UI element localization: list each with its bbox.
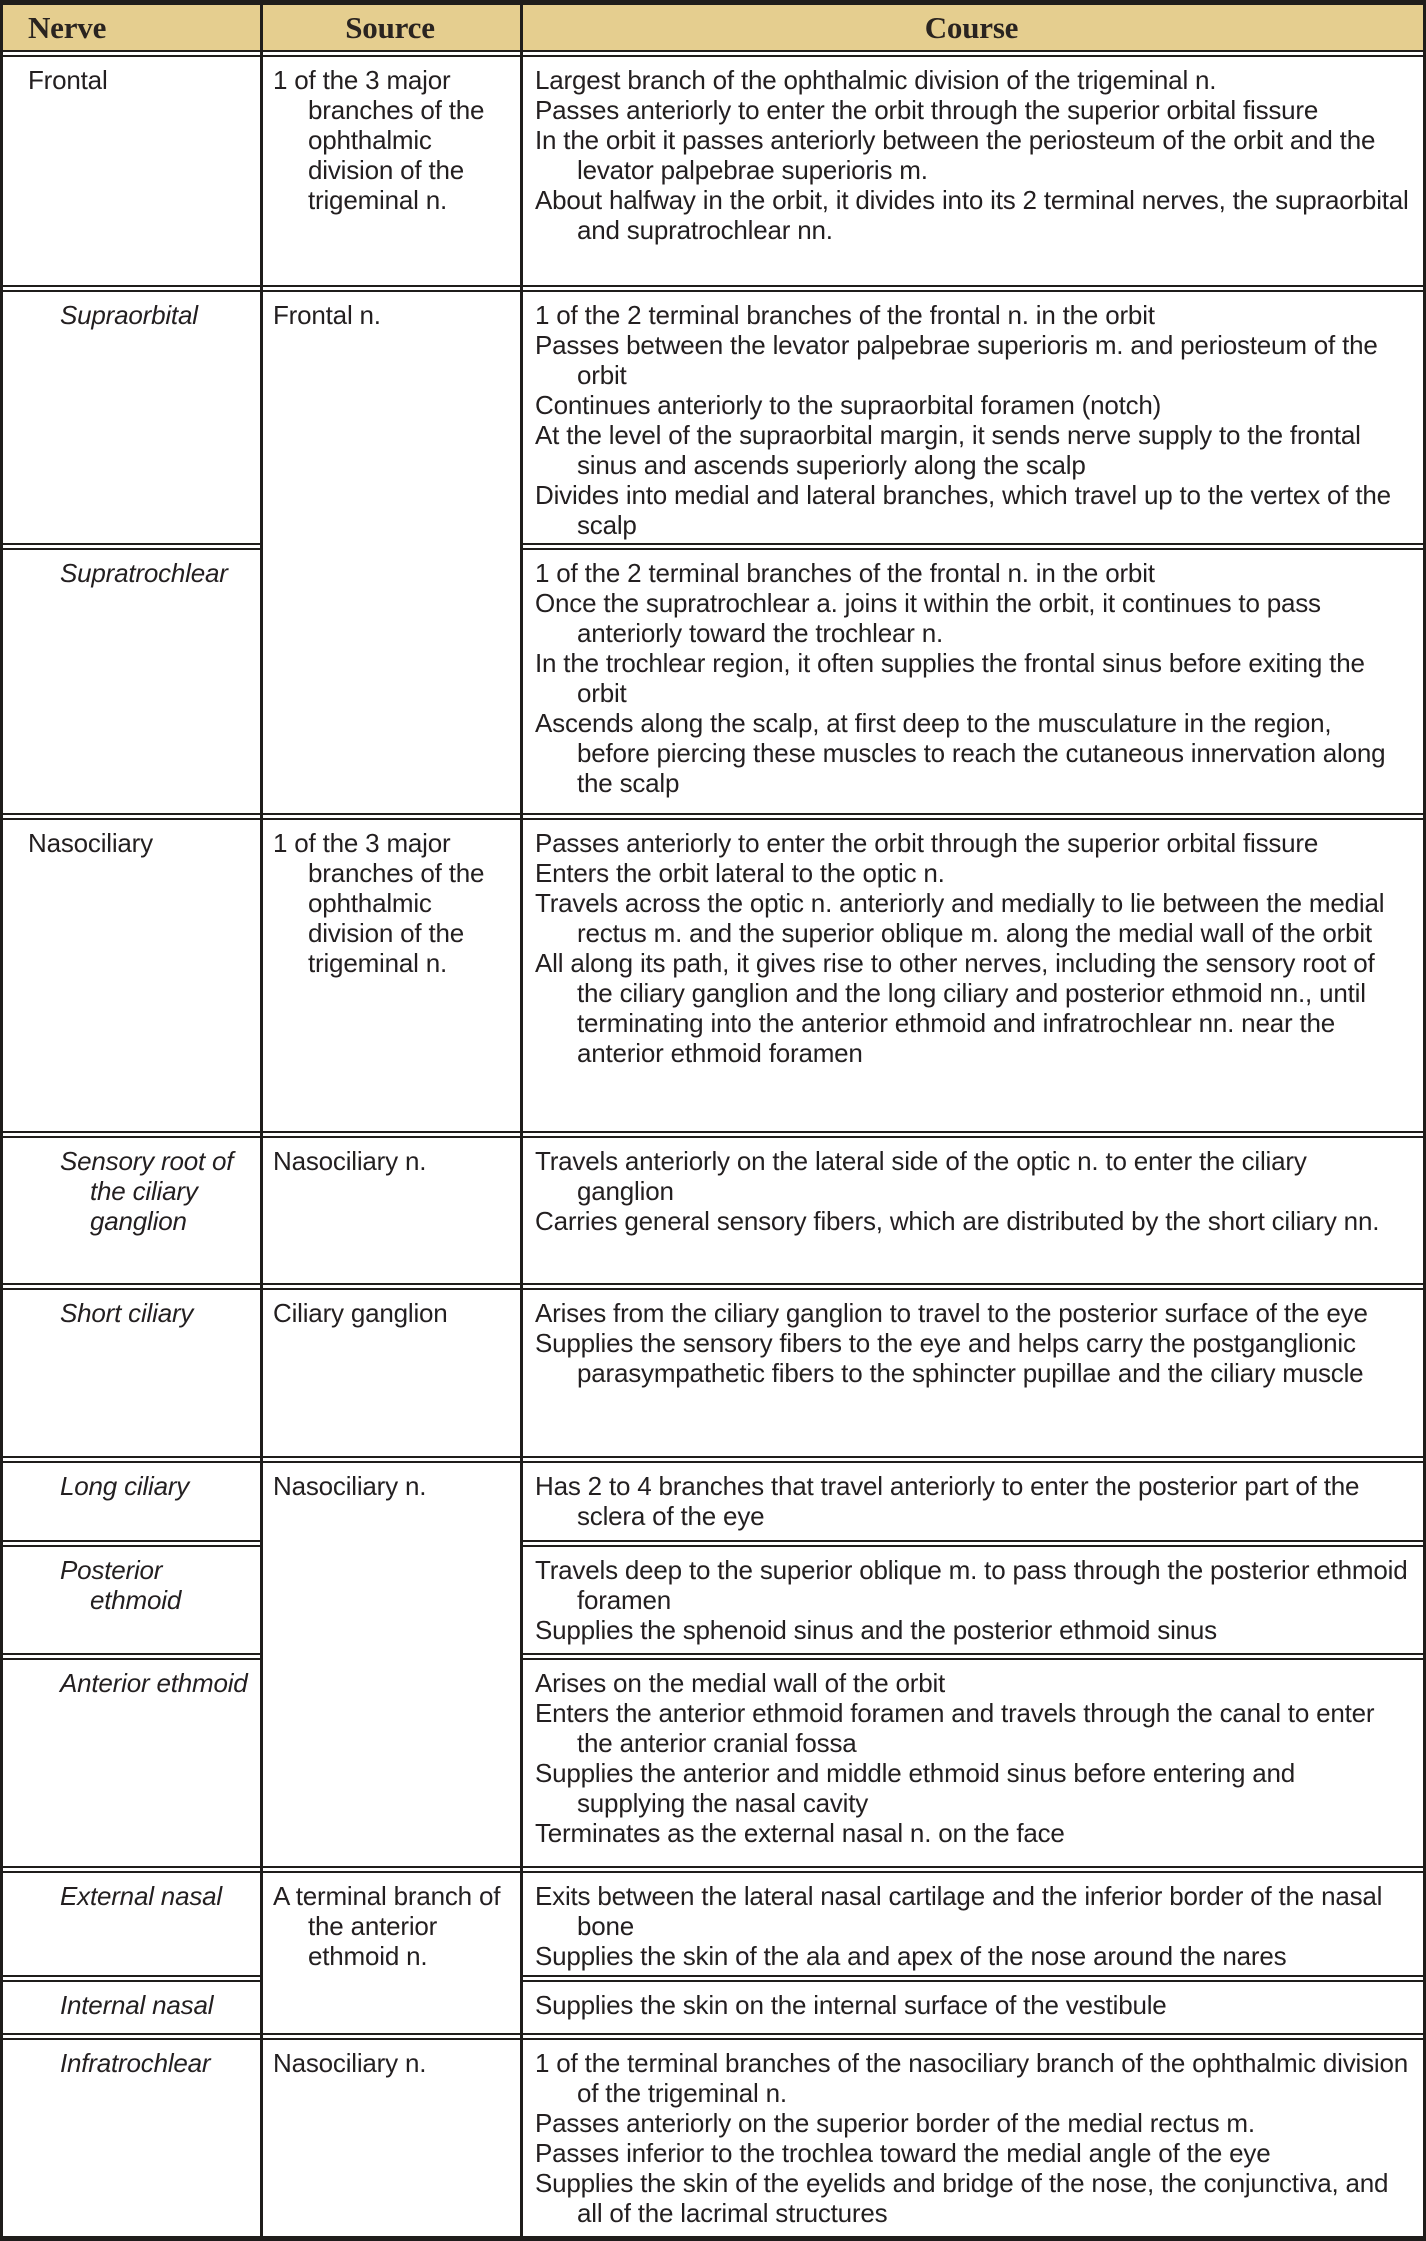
course-item: Carries general sensory fibers, which are distributed by the short ciliary nn. [535, 1206, 1380, 1236]
source-cell [260, 1461, 520, 1868]
course-item: 1 of the terminal branches of the nasociliary branch of the ophthalmic division of the trigeminal n. [535, 2048, 1409, 2108]
course-item: Passes anteriorly on the superior border of the medial rectus m. [535, 2108, 1255, 2138]
source-cell [260, 1288, 520, 1458]
course-item: About halfway in the orbit, it divides into its 2 terminal nerves, the supraorbital and supratrochlear nn. [535, 185, 1409, 245]
column-header-nerve: Nerve [3, 3, 260, 52]
source-text: Ciliary ganglion [273, 1298, 448, 1328]
course-item: Supplies the skin of the eyelids and bridge of the nose, the conjunctiva, and all of the lacrimal structures [535, 2168, 1389, 2228]
source-text: Nasociliary n. [273, 1146, 427, 1176]
source-text: Nasociliary n. [273, 2048, 427, 2078]
course-item: Once the supratrochlear a. joins it within the orbit, it continues to pass anteriorly toward the trochlear n. [535, 588, 1321, 648]
source-text: Nasociliary n. [273, 1471, 427, 1501]
column-header-source: Source [260, 3, 520, 52]
nerve-cell-supraorbital [3, 290, 260, 545]
course-cell [520, 1871, 1423, 1977]
table-grid [3, 3, 1423, 2238]
nerve-name: Sensory root of the ciliary ganglion [60, 1146, 234, 1236]
course-item: Supplies the sphenoid sinus and the posterior ethmoid sinus [535, 1615, 1217, 1645]
nerve-cell-short-ciliary [3, 1288, 260, 1458]
course-cell [520, 1136, 1423, 1285]
course-cell [520, 1461, 1423, 1542]
course-item: Arises from the ciliary ganglion to travel to the posterior surface of the eye [535, 1298, 1368, 1328]
nerve-cell-infratrochlear [3, 2038, 260, 2238]
course-item: All along its path, it gives rise to other nerves, including the sensory root of the ciliary ganglion and the long ciliary and posterior ethmoid nn., until terminating into the anterior ethmoid and infratrochlear nn. near the anterior ethmoid foramen [535, 948, 1375, 1068]
nerve-name: Anterior ethmoid [60, 1668, 248, 1698]
nerve-cell-posterior-ethmoid [3, 1545, 260, 1655]
course-cell [520, 290, 1423, 545]
nerve-name: External nasal [60, 1881, 222, 1911]
nerve-name: Long ciliary [60, 1471, 190, 1501]
course-item: Divides into medial and lateral branches, which travel up to the vertex of the scalp [535, 480, 1391, 540]
course-item: Passes inferior to the trochlea toward the medial angle of the eye [535, 2138, 1271, 2168]
course-item: Has 2 to 4 branches that travel anteriorly to enter the posterior part of the sclera of the eye [535, 1471, 1360, 1531]
source-text: 1 of the 3 major branches of the ophthalmic division of the trigeminal n. [273, 828, 485, 978]
source-cell [260, 1871, 520, 2035]
nerve-name: Infratrochlear [60, 2048, 211, 2078]
nerve-cell-external-nasal [3, 1871, 260, 1977]
nerve-cell-sensory-root [3, 1136, 260, 1285]
course-cell [520, 818, 1423, 1133]
course-item: Continues anteriorly to the supraorbital foramen (notch) [535, 390, 1162, 420]
course-cell [520, 1545, 1423, 1655]
course-cell [520, 2038, 1423, 2238]
course-item: Passes anteriorly to enter the orbit through the superior orbital fissure [535, 828, 1319, 858]
course-item: Supplies the anterior and middle ethmoid sinus before entering and supplying the nasal cavity [535, 1758, 1296, 1818]
source-cell [260, 2038, 520, 2238]
source-cell [260, 1136, 520, 1285]
course-item: Exits between the lateral nasal cartilage and the inferior border of the nasal bone [535, 1881, 1383, 1941]
course-item: Supplies the sensory fibers to the eye and helps carry the postganglionic parasympathetic fibers to the sphincter pupillae and the ciliary muscle [535, 1328, 1364, 1388]
course-item: Ascends along the scalp, at first deep to the musculature in the region, before piercing these muscles to reach the cutaneous innervation along the scalp [535, 708, 1386, 798]
course-item: Enters the orbit lateral to the optic n. [535, 858, 945, 888]
nerve-name: Short ciliary [60, 1298, 194, 1328]
course-item: At the level of the supraorbital margin, it sends nerve supply to the frontal sinus and ascends superiorly along the scalp [535, 420, 1361, 480]
course-item: Supplies the skin of the ala and apex of the nose around the nares [535, 1941, 1287, 1971]
source-text: A terminal branch of the anterior ethmoid n. [273, 1881, 501, 1971]
course-item: In the orbit it passes anteriorly between the periosteum of the orbit and the levator palpebrae superioris m. [535, 125, 1376, 185]
nerve-name: Posterior ethmoid [60, 1555, 182, 1615]
course-item: 1 of the 2 terminal branches of the frontal n. in the orbit [535, 300, 1155, 330]
source-cell [260, 818, 520, 1133]
nerve-cell-anterior-ethmoid [3, 1658, 260, 1868]
course-item: Terminates as the external nasal n. on the face [535, 1818, 1065, 1848]
course-item: Passes anteriorly to enter the orbit through the superior orbital fissure [535, 95, 1319, 125]
nerve-cell-supratrochlear [3, 548, 260, 815]
nerve-cell-internal-nasal [3, 1980, 260, 2035]
course-item: Travels anteriorly on the lateral side of the optic n. to enter the ciliary ganglion [535, 1146, 1307, 1206]
nerve-name: Supratrochlear [60, 558, 228, 588]
course-item: 1 of the 2 terminal branches of the frontal n. in the orbit [535, 558, 1155, 588]
course-item: Travels deep to the superior oblique m. to pass through the posterior ethmoid foramen [535, 1555, 1408, 1615]
nerve-name: Frontal [28, 65, 108, 95]
source-cell [260, 55, 520, 287]
nerve-cell-frontal [3, 55, 260, 287]
nerve-name: Supraorbital [60, 300, 198, 330]
course-cell [520, 548, 1423, 815]
course-item: Travels across the optic n. anteriorly and medially to lie between the medial rectus m. and the superior oblique m. along the medial wall of the orbit [535, 888, 1385, 948]
nerve-cell-nasociliary [3, 818, 260, 1133]
column-divider-source-course [520, 3, 523, 2238]
course-cell [520, 1658, 1423, 1868]
course-item: Passes between the levator palpebrae superioris m. and periosteum of the orbit [535, 330, 1378, 390]
source-cell [260, 290, 520, 815]
course-item: Arises on the medial wall of the orbit [535, 1668, 946, 1698]
course-cell [520, 55, 1423, 287]
nerve-name: Internal nasal [60, 1990, 214, 2020]
column-header-course: Course [520, 3, 1423, 52]
source-text: 1 of the 3 major branches of the ophthalmic division of the trigeminal n. [273, 65, 485, 215]
course-item: Supplies the skin on the internal surface of the vestibule [535, 1990, 1167, 2020]
nerve-cell-long-ciliary [3, 1461, 260, 1542]
course-item: Largest branch of the ophthalmic division of the trigeminal n. [535, 65, 1217, 95]
course-item: Enters the anterior ethmoid foramen and travels through the canal to enter the anterior cranial fossa [535, 1698, 1375, 1758]
course-cell [520, 1980, 1423, 2035]
course-cell [520, 1288, 1423, 1458]
nerve-name: Nasociliary [28, 828, 153, 858]
source-text: Frontal n. [273, 300, 381, 330]
course-item: In the trochlear region, it often supplies the frontal sinus before exiting the orbit [535, 648, 1365, 708]
column-divider-nerve-source [260, 3, 263, 2238]
